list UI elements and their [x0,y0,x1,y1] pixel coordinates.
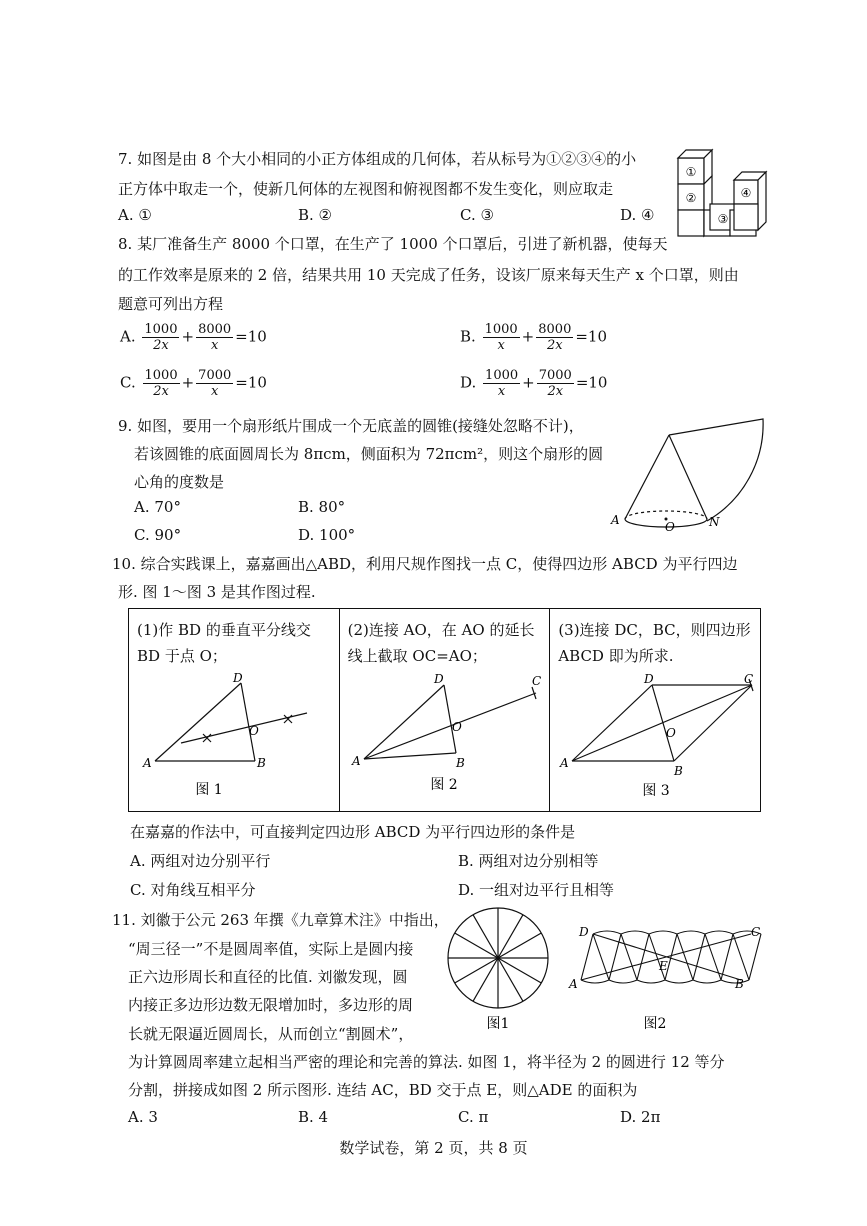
q11-option-d[interactable]: D. 2π [620,1108,661,1126]
page-footer: 数学试卷，第 2 页，共 8 页 [339,1139,528,1157]
q9-option-a[interactable]: A. 70° [134,498,181,516]
cube-label-3: ③ [717,212,729,226]
q7-option-b[interactable]: B. ② [298,206,333,224]
fig2-label-a: A [351,754,361,768]
fig1-label-o: O [249,724,259,738]
fig3-label-d: D [644,672,654,686]
q11-label-e: E [659,959,668,973]
q10-option-b[interactable]: B. 两组对边分别相等 [458,852,599,870]
cube-label-1: ① [685,165,697,179]
q7-option-d[interactable]: D. ④ [620,206,655,224]
q11-label-d: D [579,925,589,939]
q10-stem-line1: 10. 综合实践课上，嘉嘉画出△ABD，利用尺规作图找一点 C，使得四边形 ABCD 为平行四边 [112,555,738,573]
q11-rearranged-figure [563,916,773,1036]
q9-stem-line1: 9. 如图，要用一个扇形纸片围成一个无底盖的圆锥(接缝处忽略不计)， [118,417,584,435]
q10-construction-steps [128,608,761,812]
circle-radius [473,915,498,958]
q8-option-c[interactable]: C. $\frac{1000}{2x}$ + $\frac{7000}{x}$ =10 [120,368,267,399]
fig3-label-b: B [674,764,684,778]
q11-label-a: A [569,977,578,991]
q8-stem-line3: 题意可列出方程 [118,295,224,313]
q7-stem-line1: 7. 如图是由 8 个大小相同的小正方体组成的几何体，若从标号为①②③④的小 [118,150,637,168]
q9-cone-sector-figure [605,415,775,535]
q10-option-a[interactable]: A. 两组对边分别平行 [130,852,271,870]
circle-radius [455,933,498,958]
q11-stem-line4: 内接正多边形边数无限增加时，多边形的周 [128,996,414,1014]
q8-option-b[interactable]: B. $\frac{1000}{x}$ + $\frac{8000}{2x}$ =10 [460,322,607,353]
fig1-label-a: A [143,756,152,770]
q10-option-c[interactable]: C. 对角线互相平分 [130,881,256,899]
q11-label-c: C [751,925,761,939]
q9-option-b[interactable]: B. 80° [298,498,346,516]
q11-stem-line1: 11. 刘徽于公元 263 年撰《九章算术注》中指出， [112,911,449,929]
q11-stem-line6: 为计算圆周率建立起相当严密的理论和完善的算法. 如图 1，将半径为 2 的圆进行 12 等分 [128,1053,725,1071]
fig2-label-d: D [433,672,444,686]
fig1-caption: 图 1 [195,782,223,798]
q10-figure-2 [348,671,548,801]
q7-option-a[interactable]: A. ① [118,206,152,224]
fig3-caption: 图 3 [642,783,670,799]
q9-stem-line2: 若该圆锥的底面圆周长为 8πcm，侧面积为 72πcm²，则这个扇形的圆 [134,445,604,463]
q7-cube-figure [670,146,770,246]
q11-fig1-caption: 图1 [486,1016,510,1032]
fig1-label-d: D [233,671,243,685]
q8-option-d[interactable]: D. $\frac{1000}{x}$ + $\frac{7000}{2x}$ =10 [460,368,608,399]
q8-stem-line2: 的工作效率是原来的 2 倍，结果共用 10 天完成了任务，设该厂原来每天生产 x 个口罩，则由 [118,266,739,284]
q8-option-a[interactable]: A. $\frac{1000}{2x}$ + $\frac{8000}{x}$ =10 [120,322,267,353]
fig1-label-b: B [257,756,266,770]
cube-label-4: ④ [740,186,752,200]
fig3-label-a: A [560,756,569,770]
q11-fig2-caption: 图2 [643,1016,667,1032]
q7-stem-line2: 正方体中取走一个，使新几何体的左视图和俯视图都不发生变化，则应取走 [118,180,614,198]
cube-label-2: ② [685,191,697,205]
circle-radius [455,958,498,983]
q11-stem-line3: 正六边形周长和直径的比值. 刘徽发现，圆 [128,968,408,986]
q10-step-3: (3)连接 DC，BC，则四边形 ABCD 即为所求. A B D O C 图 3 [550,609,761,812]
q9-label-o: O [665,520,675,534]
q11-stem-line2: “周三径一”不是圆周率值，实际上是圆内接 [128,940,414,958]
fig2-label-o: O [451,720,462,734]
circle-radius [498,933,541,958]
fig3-label-o: O [666,726,677,740]
q10-option-d[interactable]: D. 一组对边平行且相等 [458,881,615,899]
q9-label-a: A [611,513,620,527]
q11-stem-line5: 长就无限逼近圆周长，从而创立“割圆术”， [128,1025,414,1043]
q9-label-n: N [709,515,720,529]
q9-option-c[interactable]: C. 90° [134,526,182,544]
q7-option-c[interactable]: C. ③ [460,206,494,224]
fig2-label-b: B [455,756,465,770]
circle-radius [498,958,523,1001]
q10-step-1: (1)作 BD 的垂直平分线交 BD 于点 O； A B D O 图 1 [129,609,340,812]
q11-stem-line7: 分割，拼接成如图 2 所示图形. 连结 AC，BD 交于点 E，则△ADE 的面积为 [128,1081,638,1099]
q10-step-2: (2)连接 AO，在 AO 的延长线上截取 OC=AO； A B D O C 图 2 [339,609,550,812]
q9-option-d[interactable]: D. 100° [298,526,356,544]
q10-question: 在嘉嘉的作法中，可直接判定四边形 ABCD 为平行四边形的条件是 [130,823,576,841]
fig2-label-c: C [531,674,541,688]
circle-radius [498,958,541,983]
circle-radius [498,915,523,958]
fig2-caption: 图 2 [429,777,458,793]
q9-stem-line3: 心角的度数是 [134,473,225,491]
q11-option-c[interactable]: C. π [458,1108,489,1126]
circle-radius [473,958,498,1001]
q11-option-a[interactable]: A. 3 [128,1108,158,1126]
q11-circle-figure [440,906,560,1046]
q8-stem-line1: 8. 某厂准备生产 8000 个口罩，在生产了 1000 个口罩后，引进了新机器，使每天 [118,235,668,253]
q10-stem-line2: 形. 图 1～图 3 是其作图过程. [118,583,316,601]
q11-option-b[interactable]: B. 4 [298,1108,329,1126]
q10-figure-3 [556,671,762,801]
q11-label-b: B [735,977,744,991]
fig3-label-c: C [744,672,754,686]
q10-figure-1 [137,671,327,801]
